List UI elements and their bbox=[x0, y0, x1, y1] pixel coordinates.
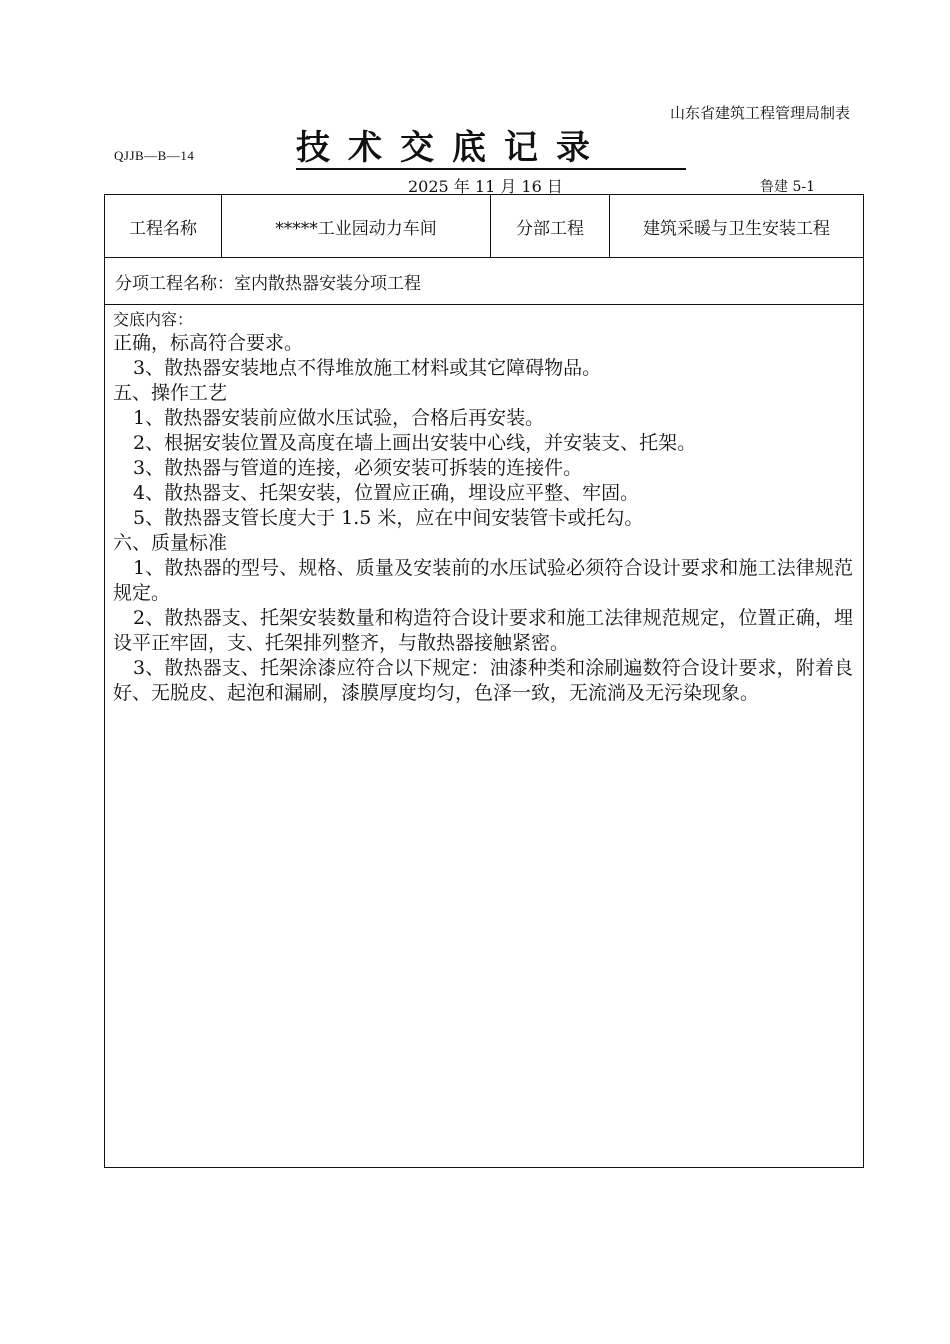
content-line: 正确，标高符合要求。 bbox=[113, 332, 304, 354]
quality-paragraph: 2、散热器支、托架安装数量和构造符合设计要求和施工法律规范规定，位置正确，埋设平正牢固，支、托架排列整齐，与散热器接触紧密。 bbox=[113, 607, 853, 654]
item-name: 分项工程名称：室内散热器安装分项工程 bbox=[105, 258, 864, 305]
content-line: 4、散热器支、托架安装，位置应正确，埋设应平整、牢固。 bbox=[133, 482, 640, 504]
content-row bbox=[105, 305, 864, 1168]
quality-paragraph: 1、散热器的型号、规格、质量及安装前的水压试验必须符合设计要求和施工法律规范规定。 bbox=[113, 557, 853, 604]
content-cell bbox=[105, 305, 864, 1168]
project-name-value: *****工业园动力车间 bbox=[222, 195, 491, 258]
content-line: 3、散热器与管道的连接，必须安装可拆装的连接件。 bbox=[133, 457, 583, 479]
section-heading: 六、质量标准 bbox=[113, 532, 228, 554]
content-line: 1、散热器安装前应做水压试验，合格后再安装。 bbox=[133, 407, 545, 429]
quality-paragraph: 3、散热器支、托架涂漆应符合以下规定：油漆种类和涂刷遍数符合设计要求，附着良好、无脱皮、起泡和漏刷，漆膜厚度均匀，色泽一致，无流淌及无污染现象。 bbox=[113, 657, 853, 704]
content-label: 交底内容： bbox=[113, 310, 194, 329]
content-line: 3、散热器安装地点不得堆放施工材料或其它障碍物品。 bbox=[133, 357, 602, 379]
document-title: 技术交底记录 bbox=[296, 128, 686, 170]
subdivision-label: 分部工程 bbox=[491, 195, 610, 258]
content-line: 2、根据安装位置及高度在墙上画出安装中心线，并安装支、托架。 bbox=[133, 432, 697, 454]
form-number: 鲁建 5-1 bbox=[760, 179, 815, 195]
subdivision-value: 建筑采暖与卫生安装工程 bbox=[610, 195, 864, 258]
record-table bbox=[104, 194, 864, 1168]
form-code: QJJB—B—14 bbox=[114, 148, 195, 163]
section-heading: 五、操作工艺 bbox=[113, 382, 228, 404]
issuer-label: 山东省建筑工程管理局制表 bbox=[669, 104, 850, 122]
item-row bbox=[105, 258, 864, 305]
project-name-label: 工程名称 bbox=[105, 195, 222, 258]
content-line: 5、散热器支管长度大于 1.5 米，应在中间安装管卡或托勾。 bbox=[133, 507, 644, 529]
document-date: 2025 年 11 月 16 日 bbox=[408, 177, 563, 196]
project-row bbox=[105, 195, 864, 258]
